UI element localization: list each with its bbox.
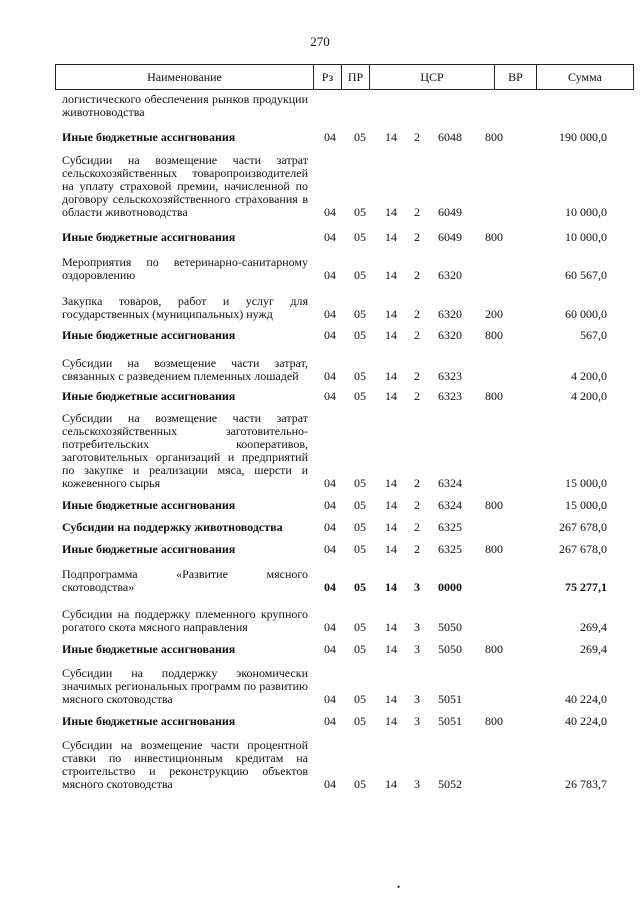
row-pr: 05	[354, 520, 366, 534]
header-sum: Сумма	[568, 69, 602, 84]
row-csr-2: 2	[414, 369, 420, 383]
page-number: 270	[310, 34, 330, 49]
row-sum: 10 000,0	[565, 230, 607, 244]
row-csr-1: 14	[385, 498, 397, 512]
row-name: Субсидии на возмещение части затрат сельскохозяйственных заготовительно-потребительских кооперативов, заготовительных организаций и предприятий по закупке и реализации мяса, шерсти и кожевенного сырья	[62, 411, 308, 490]
row-rz: 04	[324, 389, 336, 403]
row-csr-3: 6320	[438, 307, 462, 321]
row-csr-2: 2	[414, 307, 420, 321]
row-csr-1: 14	[385, 777, 397, 791]
row-csr-2: 2	[414, 520, 420, 534]
row-vr: 800	[485, 498, 503, 512]
row-rz: 04	[324, 476, 336, 490]
row-name: Субсидии на возмещение части затрат, связанных с разведением племенных лошадей	[62, 356, 308, 383]
row-csr-3: 6323	[438, 369, 462, 383]
row-csr-2: 2	[414, 205, 420, 219]
row-csr-1: 14	[385, 476, 397, 490]
table-row	[62, 329, 607, 342]
table-row	[62, 543, 607, 556]
row-name: Иные бюджетные ассигнования	[62, 542, 236, 556]
row-pr: 05	[354, 389, 366, 403]
row-pr: 05	[354, 268, 366, 282]
table-row	[62, 295, 607, 321]
row-csr-3: 6323	[438, 389, 462, 403]
row-pr: 05	[354, 642, 366, 656]
table-row	[62, 643, 607, 656]
row-csr-2: 3	[414, 777, 420, 791]
row-vr: 800	[485, 542, 503, 556]
row-csr-3: 5051	[438, 692, 462, 706]
row-name: Субсидии на поддержку экономически значимых региональных программ по развитию мясного скотоводства	[62, 666, 308, 706]
table-row	[62, 93, 607, 119]
row-pr: 05	[354, 205, 366, 219]
row-vr: 800	[485, 714, 503, 728]
row-name: Иные бюджетные ассигнования	[62, 328, 236, 342]
row-pr: 05	[354, 369, 366, 383]
table-row	[62, 390, 607, 403]
row-csr-3: 6325	[438, 520, 462, 534]
row-name: Закупка товаров, работ и услуг для государственных (муниципальных) нужд	[62, 294, 308, 321]
row-csr-3: 6324	[438, 476, 462, 490]
row-csr-3: 5051	[438, 714, 462, 728]
row-pr: 05	[354, 498, 366, 512]
row-csr-3: 6049	[438, 230, 462, 244]
row-csr-1: 14	[385, 230, 397, 244]
row-csr-3: 6049	[438, 205, 462, 219]
row-rz: 04	[324, 268, 336, 282]
row-sum: 10 000,0	[565, 205, 607, 219]
row-csr-1: 14	[385, 268, 397, 282]
row-rz: 04	[324, 498, 336, 512]
row-pr: 05	[354, 692, 366, 706]
row-rz: 04	[324, 692, 336, 706]
row-name: Иные бюджетные ассигнования	[62, 389, 236, 403]
row-name: Мероприятия по ветеринарно-санитарному оздоровлению	[62, 255, 308, 282]
row-sum: 4 200,0	[571, 369, 607, 383]
table-row	[62, 568, 607, 594]
row-csr-2: 3	[414, 692, 420, 706]
row-pr: 05	[354, 230, 366, 244]
row-csr-2: 2	[414, 498, 420, 512]
row-csr-3: 6320	[438, 328, 462, 342]
row-csr-3: 5050	[438, 620, 462, 634]
row-csr-1: 14	[385, 714, 397, 728]
row-vr: 800	[485, 389, 503, 403]
table-row	[62, 231, 607, 244]
row-csr-3: 5050	[438, 642, 462, 656]
row-vr: 200	[485, 307, 503, 321]
row-pr: 05	[354, 130, 366, 144]
row-rz: 04	[324, 580, 336, 594]
row-pr: 05	[354, 777, 366, 791]
row-csr-2: 2	[414, 268, 420, 282]
header-name: Наименование	[56, 65, 314, 89]
row-csr-1: 14	[385, 130, 397, 144]
row-rz: 04	[324, 328, 336, 342]
row-sum: 75 277,1	[565, 580, 607, 594]
row-sum: 190 000,0	[559, 130, 607, 144]
row-sum: 267 678,0	[559, 520, 607, 534]
row-sum: 267 678,0	[559, 542, 607, 556]
row-sum: 26 783,7	[565, 777, 607, 791]
table-row	[62, 499, 607, 512]
header-pr: ПР	[342, 65, 370, 89]
row-name: Иные бюджетные ассигнования	[62, 642, 236, 656]
row-vr: 800	[485, 642, 503, 656]
row-name: Субсидии на возмещение части затрат сельскохозяйственных товаропроизводителей на уплату страховой премии, начисленной по договору сельскохозяйственного страхования в области животноводства	[62, 153, 308, 219]
row-sum: 567,0	[580, 328, 607, 342]
row-csr-2: 2	[414, 328, 420, 342]
row-pr: 05	[354, 580, 366, 594]
row-csr-1: 14	[385, 328, 397, 342]
row-name: Иные бюджетные ассигнования	[62, 714, 236, 728]
row-rz: 04	[324, 714, 336, 728]
row-pr: 05	[354, 307, 366, 321]
row-name: Субсидии на поддержку животноводства	[62, 520, 283, 534]
row-rz: 04	[324, 520, 336, 534]
row-vr: 800	[485, 130, 503, 144]
table-row	[62, 739, 607, 791]
row-name: логистического обеспечения рынков продукции животноводства	[62, 92, 308, 119]
row-sum: 269,4	[580, 620, 607, 634]
row-sum: 40 224,0	[565, 692, 607, 706]
row-csr-1: 14	[385, 692, 397, 706]
table-row	[62, 357, 607, 383]
table-row	[62, 131, 607, 144]
row-pr: 05	[354, 328, 366, 342]
scan-speck: •	[397, 882, 401, 892]
row-sum: 60 567,0	[565, 268, 607, 282]
table-row	[62, 412, 607, 490]
table-body	[62, 93, 607, 791]
row-pr: 05	[354, 542, 366, 556]
table-row	[62, 521, 607, 534]
row-name: Подпрограмма «Развитие мясного скотоводства»	[62, 567, 308, 594]
row-csr-1: 14	[385, 205, 397, 219]
row-sum: 15 000,0	[565, 476, 607, 490]
row-csr-3: 6320	[438, 268, 462, 282]
row-csr-2: 3	[414, 714, 420, 728]
table-row	[62, 667, 607, 706]
row-rz: 04	[324, 130, 336, 144]
row-name: Иные бюджетные ассигнования	[62, 230, 236, 244]
row-sum: 40 224,0	[565, 714, 607, 728]
row-csr-2: 2	[414, 130, 420, 144]
row-csr-1: 14	[385, 542, 397, 556]
table-row	[62, 608, 607, 634]
header-vr: ВР	[495, 65, 537, 89]
table-row	[62, 154, 607, 219]
table-row	[62, 715, 607, 728]
row-sum: 60 000,0	[565, 307, 607, 321]
row-csr-1: 14	[385, 580, 397, 594]
row-csr-3: 6324	[438, 498, 462, 512]
row-csr-2: 2	[414, 542, 420, 556]
row-csr-1: 14	[385, 307, 397, 321]
row-csr-1: 14	[385, 389, 397, 403]
row-rz: 04	[324, 542, 336, 556]
row-csr-2: 3	[414, 642, 420, 656]
row-name: Субсидии на возмещение части процентной ставки по инвестиционным кредитам на строительство и реконструкцию объектов мясного скотоводства	[62, 738, 308, 791]
row-rz: 04	[324, 369, 336, 383]
row-csr-2: 2	[414, 230, 420, 244]
table-header	[55, 64, 634, 90]
row-rz: 04	[324, 777, 336, 791]
row-sum: 269,4	[580, 642, 607, 656]
row-csr-2: 2	[414, 389, 420, 403]
row-csr-2: 3	[414, 580, 420, 594]
row-name: Субсидии на поддержку племенного крупного рогатого скота мясного направления	[62, 607, 308, 634]
row-rz: 04	[324, 205, 336, 219]
row-sum: 4 200,0	[571, 389, 607, 403]
row-csr-3: 6048	[438, 130, 462, 144]
row-pr: 05	[354, 620, 366, 634]
row-vr: 800	[485, 230, 503, 244]
row-sum: 15 000,0	[565, 498, 607, 512]
row-csr-1: 14	[385, 369, 397, 383]
row-csr-3: 5052	[438, 777, 462, 791]
row-rz: 04	[324, 307, 336, 321]
row-csr-1: 14	[385, 642, 397, 656]
header-rz: Рз	[314, 65, 342, 89]
row-rz: 04	[324, 620, 336, 634]
row-rz: 04	[324, 642, 336, 656]
row-csr-1: 14	[385, 520, 397, 534]
header-csr: ЦСР	[370, 65, 495, 89]
table-row	[62, 256, 607, 282]
row-csr-2: 2	[414, 476, 420, 490]
row-csr-3: 0000	[438, 580, 462, 594]
row-pr: 05	[354, 476, 366, 490]
row-name: Иные бюджетные ассигнования	[62, 498, 236, 512]
row-csr-2: 3	[414, 620, 420, 634]
row-vr: 800	[485, 328, 503, 342]
row-pr: 05	[354, 714, 366, 728]
row-csr-3: 6325	[438, 542, 462, 556]
row-csr-1: 14	[385, 620, 397, 634]
row-rz: 04	[324, 230, 336, 244]
row-name: Иные бюджетные ассигнования	[62, 130, 236, 144]
